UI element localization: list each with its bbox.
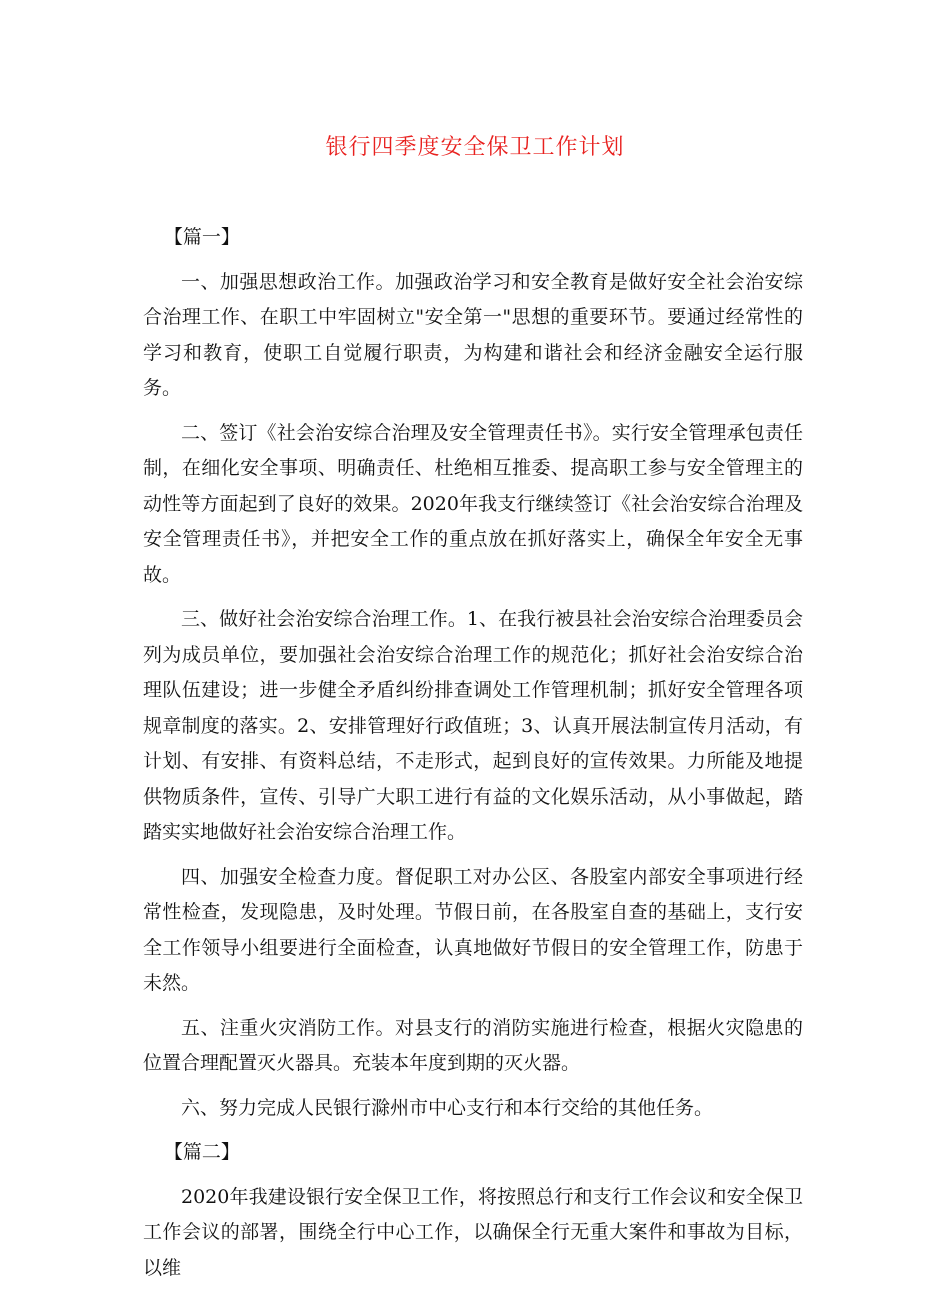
section-heading-1: 【篇一】: [163, 226, 240, 248]
paragraph-3: 三、做好社会治安综合治理工作。1、在我行被县社会治安综合治理委员会列为成员单位，要加强社会治安综合治理工作的规范化；抓好社会治安综合治理队伍建设；进一步健全矛盾纠纷排查调处工作管理机制；抓好安全管理各项规章制度的落实。2、安排管理好行政值班；3、认真开展法制宣传月活动，有计划、有安排、有资料总结，不走形式，起到良好的宣传效果。力所能及地提供物质条件，宣传、引导广大职工进行有益的文化娱乐活动，从小事做起，踏踏实实地做好社会治安综合治理工作。: [143, 608, 803, 843]
paragraph-6: 六、努力完成人民银行滁州市中心支行和本行交给的其他任务。: [181, 1096, 714, 1119]
paragraph-7: 2020年我建设银行安全保卫工作，将按照总行和支行工作会议和安全保卫工作会议的部署，围绕全行中心工作，以确保全行无重大案件和事故为目标，以维: [143, 1185, 803, 1279]
paragraph-4: 四、加强安全检查力度。督促职工对办公区、各股室内部安全事项进行经常性检查，发现隐患，及时处理。节假日前，在各股室自查的基础上，支行安全工作领导小组要进行全面检查，认真地做好节假日的安全管理工作，防患于未然。: [143, 865, 803, 994]
paragraph-5: 五、注重火灾消防工作。对县支行的消防实施进行检查，根据火灾隐患的位置合理配置灭火器具。充装本年度到期的灭火器。: [143, 1016, 803, 1074]
paragraph-2: 二、签订《社会治安综合治理及安全管理责任书》。实行安全管理承包责任制，在细化安全事项、明确责任、杜绝相互推委、提高职工参与安全管理主的动性等方面起到了良好的效果。2020年我支行继续签订《社会治安综合治理及安全管理责任书》，并把安全工作的重点放在抓好落实上，确保全年安全无事故。: [143, 421, 803, 586]
document-title: 银行四季度安全保卫工作计划: [325, 135, 625, 160]
paragraph-1: 一、加强思想政治工作。加强政治学习和安全教育是做好安全社会治安综合治理工作、在职工中牢固树立"安全第一"思想的重要环节。要通过经常性的学习和教育，使职工自觉履行职责，为构建和谐社会和经济金融安全运行服务。: [143, 270, 803, 399]
section-heading-2: 【篇二】: [163, 1141, 240, 1163]
document-body: [143, 220, 803, 1295]
